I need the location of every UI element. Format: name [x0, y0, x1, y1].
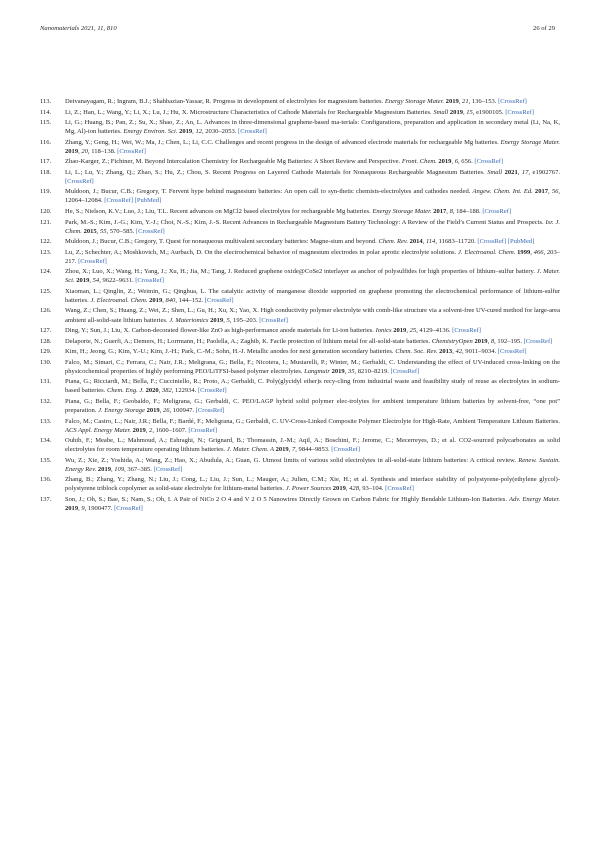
reference-number: 121. [40, 218, 52, 226]
reference-number: 120. [40, 208, 52, 216]
reference-text: Ding, Y.; Sun, J.; Liu, X. Carbon-decorated flower-like ZnO as high-performance anode materials for Li-ion batteries. Ionics 2019, 25, 4129–4136. [CrossRef] [65, 327, 481, 335]
crossref-link[interactable]: [CrossRef] [385, 485, 414, 493]
reference-pages: , 4129–4136. [416, 327, 451, 335]
reference-journal: Energy Environ. Sci. [123, 128, 178, 136]
reference-item [40, 417, 560, 435]
reference-number: 128. [40, 337, 52, 345]
reference-item [40, 168, 560, 186]
reference-volume: 42 [455, 348, 463, 356]
reference-pages: , 184–188. [452, 208, 481, 216]
reference-text: Wu, Z.; Xie, Z.; Yoshida, A.; Wang, Z.; Hao, X.; Abudula, A.; Guan, G. Utmost limits of various solid electrolytes in all-solid-state lithium batteries: A critical review. Renew. Sustain. Energy Rev. 2019, 109, 367–385. [CrossRef] [65, 456, 561, 473]
reference-text: Li, Z.; Han, L.; Wang, Y.; Li, X.; Lu, J.; Hu, X. Microstructure Characteristics of Cathode Materials for Rechargeable Magnesium Batteries. Small 2019, 15, e1900105. [CrossRef] [65, 108, 534, 116]
reference-journal: Small [487, 168, 503, 176]
reference-item [40, 347, 560, 356]
reference-number: 136. [40, 476, 52, 484]
reference-pages: , 144–152. [175, 296, 204, 304]
reference-volume: 56 [551, 188, 559, 196]
reference-volume: 55 [99, 227, 107, 235]
reference-authors-title: Delaporte, N.; Guerfi, A.; Demers, H.; Lorrmann, H.; Paolella, A.; Zaghib, K. Facile protection of lithium metal for all-solid-state batteries. [65, 337, 431, 345]
reference-number: 132. [40, 397, 52, 405]
reference-year: 2019 [65, 504, 79, 512]
reference-text: Piana, G.; Bella, F.; Geobaldo, F.; Meligrana, G.; Gerbaldi, C. PEO/LAGP hybrid solid polymer elec-trolytes for ambient temperature lithium batteries by solvent-free, “one pot” preparation. J. Energy Storage 2019, 26, 100947. [CrossRef] [65, 397, 560, 414]
reference-year: 2019 [474, 337, 488, 345]
pubmed-link[interactable]: [PubMed] [134, 197, 162, 205]
reference-year: 2019 [438, 158, 452, 166]
reference-number: 124. [40, 268, 52, 276]
reference-volume: 26 [162, 406, 170, 414]
reference-volume: 20 [81, 147, 88, 155]
reference-authors-title: Wu, Z.; Xie, Z.; Yoshida, A.; Wang, Z.; Hao, X.; Abudula, A.; Guan, G. Utmost limits of various solid electrolytes in all-solid-state lithium batteries: A critical review. [65, 456, 516, 464]
reference-number: 117. [40, 158, 52, 166]
reference-authors-title: Li, L.; Lu, Y.; Zhang, Q.; Zhao, S.; Hu, Z.; Chou, S. Recent Progress on Layered Cathode Materials for Nonaqueous Rechargeable Magnesium Batteries. [65, 168, 485, 176]
reference-pages: , 570–585. [106, 227, 135, 235]
reference-number: 114. [40, 108, 52, 116]
reference-text: Li, G.; Huang, B.; Pan, Z.; Su, X.; Shao, Z.; An, L. Advances in three-dimensional graphene-based ma-terials: Configurations, preparation and application in secondary metal (Li, Na, K, Mg, Al)-ion batteries. Energy Environ. Sci. 2019, 12, 2030–2053. [CrossRef] [65, 119, 560, 136]
reference-pages: , 12064–12084. [65, 188, 561, 205]
crossref-link[interactable]: [CrossRef] [195, 406, 225, 414]
reference-authors-title: Zhang, Y.; Geng, H.; Wei, W.; Ma, J.; Chen, L.; Li, C.C. Challenges and recent progress in the design of advanced electrode materials for rechargeable Mg batteries. [65, 138, 499, 146]
crossref-link[interactable]: [CrossRef] [238, 128, 267, 136]
reference-volume: 9 [81, 504, 85, 512]
reference-journal: ChemistryOpen [431, 337, 473, 345]
reference-journal: J. Materiomics [169, 316, 209, 324]
reference-item [40, 337, 560, 346]
crossref-link[interactable]: [CrossRef] [477, 238, 507, 246]
reference-item [40, 326, 560, 335]
reference-text: Piana, G.; Ricciardi, M.; Bella, F.; Cucciniello, R.; Proto, A.; Gerbaldi, C. Poly(glycidyl ether)s recy-cling from industrial waste and feasibility study of reuse as electrolytes in sodium-based batteries. Chem. Eng. J. 2020, 382, 122934. [CrossRef] [65, 378, 560, 395]
reference-year: 2019 [445, 98, 459, 105]
reference-item [40, 108, 560, 117]
reference-journal: Ionics [375, 327, 392, 335]
reference-volume: 109 [114, 465, 125, 473]
crossref-link[interactable]: [CrossRef] [523, 337, 553, 345]
reference-item [40, 495, 560, 513]
reference-journal: ACS Appl. Energy Mater. [65, 426, 132, 434]
journal-info: Nanomaterials 2021, 11, 810 [40, 25, 117, 32]
crossref-link[interactable]: [CrossRef] [104, 197, 134, 205]
reference-year: 2015 [83, 227, 97, 235]
crossref-link[interactable]: [CrossRef] [153, 465, 183, 473]
reference-pages: , 1900477. [84, 504, 113, 512]
reference-pages: , 136–153. [468, 98, 497, 105]
reference-text: Ouhib, F.; Meabe, L.; Mahmoud, A.; Eshraghi, N.; Grignard, B.; Thomassin, J.-M.; Aqil, A.; Boschini, F.; Jerome, C.; Mecerreyes, D.; et al. CO2-sourced polycarbonates as solid electrolytes for room temperature operating lithium batteries. J. Mater. Chem. A 2019, 7, 9844–9853. [CrossRef] [65, 437, 560, 454]
reference-pages: , 203–217. [65, 248, 560, 265]
reference-year: 2017 [534, 188, 549, 196]
reference-number: 118. [40, 168, 52, 176]
reference-number: 125. [40, 287, 52, 295]
reference-number: 127. [40, 327, 52, 335]
page-number: 26 of 29 [533, 25, 555, 32]
crossref-link[interactable]: [CrossRef] [135, 277, 164, 285]
reference-journal: Chem. Soc. Rev. [395, 348, 438, 356]
reference-text: Deivanayagam, R.; Ingram, B.J.; Shahbazian-Yassar, R. Progress in development of electrolytes for magnesium batteries. Energy Storage Mater. 2019, 21, 136–153. [CrossRef] [65, 98, 527, 105]
reference-number: 122. [40, 238, 52, 246]
reference-year: 2019 [332, 485, 346, 493]
reference-authors-title: Xiaoman, L.; Qinglin, Z.; Weimin, G.; Qinghua, L. The catalytic activity of manganese dioxide supported on graphene promoting the electrochemical performance of lithium-sulfur batteries. [65, 287, 560, 304]
reference-authors-title: Ouhib, F.; Meabe, L.; Mahmoud, A.; Eshraghi, N.; Grignard, B.; Thomassin, J.-M.; Aqil, A.; Boschini, F.; Jerome, C.; Mecerreyes, D.; et al. CO2-sourced polycarbonates as solid electrolytes for room temperature operating lithium batteries. [65, 437, 560, 454]
crossref-link[interactable]: [CrossRef] [65, 177, 94, 185]
reference-volume: 8 [490, 337, 495, 345]
reference-volume: 428 [349, 485, 359, 493]
reference-item [40, 358, 560, 376]
reference-pages: , 656. [458, 158, 473, 166]
reference-item [40, 397, 560, 415]
reference-volume: 15 [466, 108, 473, 116]
reference-text: Lu, Z.; Schechter, A.; Moshkovich, M.; Aurbach, D. On the electrochemical behavior of magnesium electrodes in polar aprotic electrolyte solutions. J. Electroanal. Chem. 1999, 466, 203–217. [CrossRef] [65, 248, 560, 265]
reference-year: 2021 [504, 168, 518, 176]
reference-volume: 6 [454, 158, 459, 166]
reference-item [40, 456, 560, 474]
reference-pages: , 9844–9853. [295, 446, 330, 454]
reference-text: Falco, M.; Simari, C.; Ferrara, C.; Nair, J.R.; Meligrana, G.; Bella, F.; Nicotera, I.; Mustarelli, P.; Winter, M.; Gerbaldi, C. Understanding the effect of UV-induced cross-linking on the physicochemical properties of highly performing PEO/LiTFSI-based polymer electrolytes. Langmuir 2019, 35, 8210–8219. [CrossRef] [65, 358, 560, 375]
reference-number: 113. [40, 98, 52, 105]
reference-text: Delaporte, N.; Guerfi, A.; Demers, H.; Lorrmann, H.; Paolella, A.; Zaghib, K. Facile protection of lithium metal for all-solid-state batteries. ChemistryOpen 2019, 8, 192–195. [CrossRef] [65, 337, 553, 345]
reference-pages: , e1900105. [472, 108, 504, 116]
reference-journal: J. Electroanal. Chem. [458, 248, 516, 256]
reference-pages: , 8210–8219. [354, 367, 389, 375]
reference-text: Wang, Z.; Chen, S.; Huang, Z.; Wei, Z.; Shen, L.; Gu, H.; Xu, X.; Yao, X. High conductivity polymer electrolyte with comb-like structure via a solvent-free UV-cured method for large-area ambient all-solid-sate lithium batteries. J. Materiomics 2019, 5, 195–203. [CrossRef] [65, 307, 560, 324]
reference-authors-title: Deivanayagam, R.; Ingram, B.J.; Shahbazian-Yassar, R. Progress in development of electrolytes for magnesium batteries. [65, 98, 384, 105]
crossref-link[interactable]: [CrossRef] [78, 257, 107, 265]
reference-authors-title: Zhao-Karger, Z.; Fichtner, M. Beyond Intercalation Chemistry for Rechargeable Mg Batteries: A Short Review and Perspective. [65, 158, 401, 166]
crossref-link[interactable]: [CrossRef] [204, 296, 234, 304]
reference-pages: , 9011–9034. [462, 348, 497, 356]
reference-text: Zhao-Karger, Z.; Fichtner, M. Beyond Intercalation Chemistry for Rechargeable Mg Batteries: A Short Review and Perspective. Front. Chem. 2019, 6, 656. [CrossRef] [65, 158, 504, 166]
reference-authors-title: Li, G.; Huang, B.; Pan, Z.; Su, X.; Shao, Z.; An, L. Advances in three-dimensional graphene-based ma-terials: Configurations, preparation and application in secondary metal (Li, Na, K, Mg, Al)-ion batteries. [65, 119, 560, 136]
reference-number: 137. [40, 495, 52, 503]
reference-item [40, 475, 560, 493]
crossref-link[interactable]: [CrossRef] [505, 108, 534, 116]
reference-text: Li, L.; Lu, Y.; Zhang, Q.; Zhao, S.; Hu, Z.; Chou, S. Recent Progress on Layered Cathode Materials for Nonaqueous Rechargeable Magnesium Batteries. Small 2021, 17, e1902767. [CrossRef] [65, 168, 560, 185]
reference-item [40, 218, 560, 236]
reference-year: 2019 [97, 465, 111, 473]
reference-item [40, 377, 560, 395]
reference-year: 2019 [179, 128, 193, 136]
reference-pages: , 11683–11720. [435, 238, 476, 246]
reference-item [40, 436, 560, 454]
reference-number: 129. [40, 348, 52, 356]
reference-text: Xiaoman, L.; Qinglin, Z.; Weimin, G.; Qinghua, L. The catalytic activity of manganese dioxide supported on graphene promoting the electrochemical performance of lithium-sulfur batteries. J. Electroanal. Chem. 2019, 840, 144–152. [CrossRef] [65, 287, 560, 304]
reference-authors-title: Zhou, X.; Luo, X.; Wang, H.; Yang, J.; Xu, H.; Jia, M.; Tang, J. Reduced graphene oxide@CoSe2 interlayer as anchor of polysulfides for high properties of lithium–sulfur battery. [65, 268, 536, 276]
crossref-link[interactable]: [CrossRef] [114, 504, 143, 512]
reference-text: Zhang, Y.; Geng, H.; Wei, W.; Ma, J.; Chen, L.; Li, C.C. Challenges and recent progress in the design of advanced electrode materials for rechargeable Mg batteries. Energy Storage Mater. 2019, 20, 118–138. [CrossRef] [65, 138, 560, 155]
reference-volume: 35 [347, 367, 355, 375]
reference-pages: , 367–385. [124, 465, 152, 473]
reference-item [40, 187, 560, 205]
reference-journal: Isr. J. Chem. [65, 218, 560, 235]
reference-volume: 114 [425, 238, 436, 246]
reference-pages: , 195–203. [229, 316, 258, 324]
reference-journal: Renew. Sustain. Energy Rev. [65, 456, 561, 473]
reference-journal: J. Energy Storage [98, 406, 145, 414]
reference-item [40, 237, 560, 246]
crossref-link[interactable]: [CrossRef] [452, 327, 481, 335]
reference-year: 2019 [275, 446, 289, 454]
reference-journal: Energy Storage Mater. [384, 98, 445, 105]
crossref-link[interactable]: [CrossRef] [498, 98, 527, 105]
reference-authors-title: Park, M.-S.; Kim, J.-G.; Kim, Y.-J.; Choi, N.-S.; Kim, J.-S. Recent Advances in Rechargeable Magnesium Battery Technology: A Review of the Field’s Current Status and Prospects. [65, 218, 544, 226]
reference-journal: Langmuir [304, 367, 330, 375]
reference-journal: Front. Chem. [401, 158, 437, 166]
reference-authors-title: Falco, M.; Simari, C.; Ferrara, C.; Nair, J.R.; Meligrana, G.; Bella, F.; Nicotera, I.; Mustarelli, P.; Winter, M.; Gerbaldi, C. Understanding the effect of UV-induced cross-linking on the physicochemical properties of highly performing PEO/LiTFSI-based polymer electrolytes. [65, 358, 560, 375]
reference-text: Zhang, B.; Zhang, Y.; Zhang, N.; Liu, J.; Cong, L.; Liu, J.; Sun, L.; Mauger, A.; Julien, C.M.; Xie, H.; et al. Synthesis and interface stability of polystyrene-poly(ethylene glycol)-polystyrene triblock copolymer as solid-state electrolyte for lithium-metal batteries. J. Power Sources 2019, 428, 93–104. [CrossRef] [65, 476, 560, 493]
crossref-link[interactable]: [CrossRef] [117, 147, 146, 155]
reference-number: 123. [40, 248, 52, 256]
reference-volume: 2 [149, 426, 153, 434]
reference-number: 131. [40, 378, 52, 386]
crossref-link[interactable]: [CrossRef] [331, 446, 361, 454]
reference-year: 2019 [132, 426, 146, 434]
reference-year: 2019 [146, 406, 160, 414]
reference-journal: Energy Storage Mater. [500, 138, 560, 146]
reference-authors-title: Ding, Y.; Sun, J.; Liu, X. Carbon-decorated flower-like ZnO as high-performance anode materials for Li-ion batteries. [65, 327, 374, 335]
reference-authors-title: Muldoon, J.; Bucur, C.B.; Gregory, T. Fervent hype behind magnesium batteries: An open call to syn-thetic chemists-electrolytes and cathodes needed. [65, 188, 471, 196]
reference-year: 2019 [65, 147, 79, 155]
reference-text: Muldoon, J.; Bucur, C.B.; Gregory, T. Quest for nonaqueous multivalent secondary batteries: Magne-sium and beyond. Chem. Rev. 2014, 114, 11683–11720. [CrossRef] [PubMed] [65, 238, 535, 246]
reference-year: 2020 [145, 387, 159, 395]
reference-journal: Small [433, 108, 449, 116]
reference-volume: 25 [409, 327, 417, 335]
reference-year: 2017 [433, 208, 447, 216]
reference-journal: J. Power Sources [285, 485, 332, 493]
reference-authors-title: He, S.; Nielson, K.V.; Luo, J.; Liu, T.L. Recent advances on MgCl2 based electrolytes for rechargeable Mg batteries. [65, 208, 371, 216]
crossref-link[interactable]: [CrossRef] [482, 208, 512, 216]
reference-authors-title: Son, J.; Oh, S.; Bae, S.; Nam, S.; Oh, I. A Pair of NiCo 2 O 4 and V 2 O 5 Nanowires Directly Grown on Carbon Fabric for Highly Bendable Lithium-Ion Batteries. [65, 495, 507, 503]
reference-year: 2019 [331, 367, 345, 375]
reference-text: Zhou, X.; Luo, X.; Wang, H.; Yang, J.; Xu, H.; Jia, M.; Tang, J. Reduced graphene oxide@CoSe2 interlayer as anchor of polysulfides for high properties of lithium–sulfur battery. J. Mater. Sci. 2019, 54, 9622–9631. [CrossRef] [65, 268, 560, 285]
crossref-link[interactable]: [CrossRef] [259, 316, 288, 324]
reference-volume: 382 [161, 387, 172, 395]
reference-volume: 54 [92, 277, 100, 285]
reference-item [40, 287, 560, 305]
reference-journal: J. Electroanal. Chem. [90, 296, 148, 304]
crossref-link[interactable]: [CrossRef] [197, 387, 227, 395]
crossref-link[interactable]: [CrossRef] [135, 227, 165, 235]
reference-authors-title: Lu, Z.; Schechter, A.; Moshkovich, M.; Aurbach, D. On the electrochemical behavior of magnesium electrodes in polar aprotic electrolyte solutions. [65, 248, 457, 256]
reference-year: 2014 [409, 238, 423, 246]
crossref-link[interactable]: [CrossRef] [474, 158, 504, 166]
reference-pages: , e1902767. [528, 168, 560, 176]
reference-volume: 12 [195, 128, 202, 136]
reference-authors-title: Kim, H.; Jeong, G.; Kim, Y.-U.; Kim, J.-H.; Park, C.-M.; Sohn, H.-J. Metallic anodes for next generation secondary batteries. [65, 348, 394, 356]
reference-volume: 17 [521, 168, 529, 176]
reference-number: 115. [40, 119, 52, 127]
reference-authors-title: Piana, G.; Ricciardi, M.; Bella, F.; Cucciniello, R.; Proto, A.; Gerbaldi, C. Poly(glycidyl ether)s recy-cling from industrial waste and feasibility study of reuse as electrolytes in sodium-based batteries. [65, 378, 560, 395]
running-header [40, 25, 555, 37]
reference-journal: Energy Storage Mater. [372, 208, 432, 216]
reference-volume: 5 [226, 316, 230, 324]
reference-pages: , 192–195. [494, 337, 522, 345]
reference-item [40, 157, 560, 166]
reference-authors-title: Wang, Z.; Chen, S.; Huang, Z.; Wei, Z.; Shen, L.; Gu, H.; Xu, X.; Yao, X. High conductivity polymer electrolyte with comb-like structure via a solvent-free UV-cured method for large-area ambient all-solid-sate lithium batteries. [65, 307, 560, 324]
reference-item [40, 97, 560, 106]
reference-year: 2019 [393, 327, 407, 335]
reference-volume: 8 [449, 208, 453, 216]
reference-pages: , 1600–1607. [152, 426, 187, 434]
reference-number: 135. [40, 456, 52, 464]
reference-number: 134. [40, 437, 52, 445]
reference-year: 2013 [439, 348, 453, 356]
reference-authors-title: Muldoon, J.; Bucur, C.B.; Gregory, T. Quest for nonaqueous multivalent secondary batteries: Magne-sium and beyond. [65, 238, 377, 246]
reference-authors-title: Li, Z.; Han, L.; Wang, Y.; Li, X.; Lu, J.; Hu, X. Microstructure Characteristics of Cathode Materials for Rechargeable Magnesium Batteries. [65, 108, 432, 116]
reference-journal: Chem. Eng. J. [107, 387, 144, 395]
reference-volume: 21 [462, 98, 469, 105]
reference-pages: , 122934. [171, 387, 197, 395]
reference-number: 130. [40, 358, 52, 366]
reference-journal: J. Mater. Chem. A [226, 446, 274, 454]
reference-authors-title: Piana, G.; Bella, F.; Geobaldo, F.; Meligrana, G.; Gerbaldi, C. PEO/LAGP hybrid solid polymer elec-trolytes for ambient temperature lithium batteries by solvent-free, “one pot” preparation. [65, 397, 560, 414]
reference-volume: 840 [165, 296, 176, 304]
reference-list [40, 97, 560, 514]
reference-year: 2019 [210, 316, 224, 324]
crossref-link[interactable]: [CrossRef] [497, 348, 527, 356]
reference-item [40, 138, 560, 156]
reference-volume: 466 [533, 248, 544, 256]
reference-pages: , 93–104. [358, 485, 384, 493]
reference-text: He, S.; Nielson, K.V.; Luo, J.; Liu, T.L. Recent advances on MgCl2 based electrolytes for rechargeable Mg batteries. Energy Storage Mater. 2017, 8, 184–188. [CrossRef] [65, 208, 512, 216]
reference-text: Muldoon, J.; Bucur, C.B.; Gregory, T. Fervent hype behind magnesium batteries: An open call to syn-thetic chemists-electrolytes and cathodes needed. Angew. Chem. Int. Ed. 2017, 56, 12064–12084. [CrossRef] [PubMed] [65, 188, 561, 205]
reference-year: 2019 [76, 277, 90, 285]
pubmed-link[interactable]: [PubMed] [507, 238, 535, 246]
reference-text: Kim, H.; Jeong, G.; Kim, Y.-U.; Kim, J.-H.; Park, C.-M.; Sohn, H.-J. Metallic anodes for next generation secondary batteries. Chem. Soc. Rev. 2013, 42, 9011–9034. [CrossRef] [65, 348, 527, 356]
reference-authors-title: Falco, M.; Castro, L.; Nair, J.R.; Bella, F.; Bardé, F.; Meligrana, G.; Gerbaldi, C. UV-Cross-Linked Composite Polymer Electrolyte for High-Rate, Ambient Temperature Lithium Batteries. [65, 417, 560, 425]
reference-year: 2019 [149, 296, 163, 304]
reference-pages: , 2030–2053. [202, 128, 237, 136]
reference-number: 116. [40, 138, 52, 146]
crossref-link[interactable]: [CrossRef] [188, 426, 218, 434]
reference-item [40, 267, 560, 285]
reference-item [40, 118, 560, 136]
reference-journal: J. Mater. Sci. [65, 268, 560, 285]
reference-pages: , 118–138. [87, 147, 116, 155]
reference-text: Son, J.; Oh, S.; Bae, S.; Nam, S.; Oh, I. A Pair of NiCo 2 O 4 and V 2 O 5 Nanowires Directly Grown on Carbon Fabric for Highly Bendable Lithium-Ion Batteries. Adv. Energy Mater. 2019, 9, 1900477. [CrossRef] [65, 495, 560, 512]
reference-year: 2019 [449, 108, 463, 116]
reference-item [40, 306, 560, 324]
crossref-link[interactable]: [CrossRef] [390, 367, 420, 375]
reference-authors-title: Zhang, B.; Zhang, Y.; Zhang, N.; Liu, J.; Cong, L.; Liu, J.; Sun, L.; Mauger, A.; Julien, C.M.; Xie, H.; et al. Synthesis and interface stability of polystyrene-poly(ethylene glycol)-polystyrene triblock copolymer as solid-state electrolyte for lithium-metal batteries. [65, 476, 560, 493]
reference-journal: Chem. Rev. [378, 238, 408, 246]
reference-journal: Adv. Energy Mater. [509, 495, 560, 503]
reference-text: Falco, M.; Castro, L.; Nair, J.R.; Bella, F.; Bardé, F.; Meligrana, G.; Gerbaldi, C. UV-Cross-Linked Composite Polymer Electrolyte for High-Rate, Ambient Temperature Lithium Batteries. ACS Appl. Energy Mater. 2019, 2, 1600–1607. [CrossRef] [65, 417, 560, 434]
reference-year: 1999 [517, 248, 531, 256]
reference-number: 126. [40, 307, 52, 315]
reference-item [40, 248, 560, 266]
reference-number: 133. [40, 417, 52, 425]
reference-number: 119. [40, 188, 52, 196]
reference-journal: Angew. Chem. Int. Ed. [472, 188, 533, 196]
reference-pages: , 100947. [169, 406, 195, 414]
reference-volume: 7 [291, 446, 296, 454]
reference-pages: , 9622–9631. [99, 277, 134, 285]
reference-item [40, 207, 560, 216]
reference-text: Park, M.-S.; Kim, J.-G.; Kim, Y.-J.; Choi, N.-S.; Kim, J.-S. Recent Advances in Rechargeable Magnesium Battery Technology: A Review of the Field’s Current Status and Prospects. Isr. J. Chem. 2015, 55, 570–585. [CrossRef] [65, 218, 560, 235]
